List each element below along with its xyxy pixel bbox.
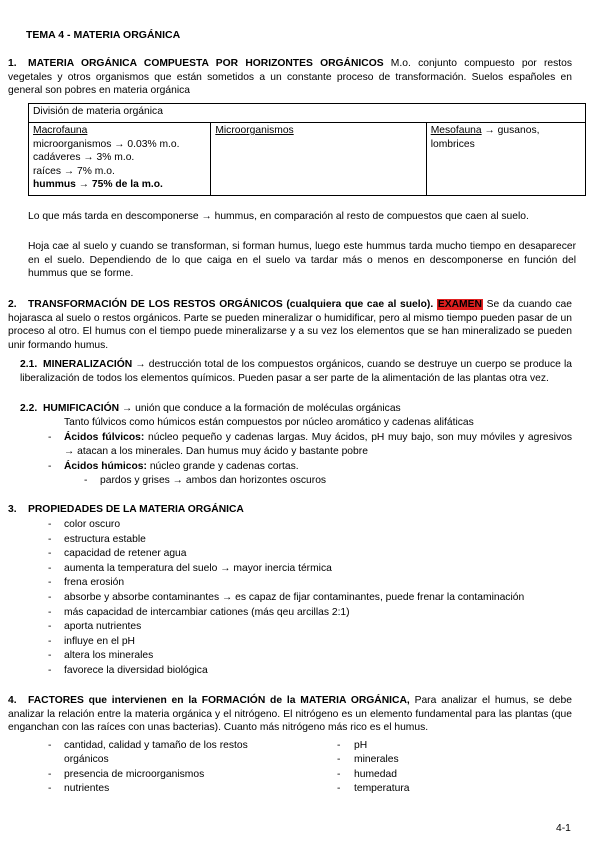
- list-dash: -: [48, 533, 52, 545]
- property-item: influye en el pH: [64, 635, 135, 647]
- section-3-title: [8, 503, 572, 517]
- subsection-2-1: [20, 358, 572, 385]
- mineralization-heading: MINERALIZACIÓN: [43, 359, 133, 370]
- mesofauna-cell: [426, 123, 585, 196]
- list-dash: -: [48, 461, 52, 472]
- subsection-2-2: [20, 402, 572, 416]
- list-dash: -: [48, 769, 52, 780]
- section-3-heading: PROPIEDADES DE LA MATERIA ORGÁNICA: [28, 504, 244, 515]
- list-dash: -: [337, 769, 341, 780]
- property-item: absorbe y absorbe contaminantes → es capaz de fijar contaminantes, puede frenar la contaminación: [64, 592, 525, 603]
- table-header: División de materia orgánica: [29, 104, 586, 123]
- macrofauna-line: cadáveres → 3% m.o.: [33, 152, 135, 164]
- list-dash: -: [48, 665, 52, 676]
- humification-text: → unión que conduce a la formación de moléculas orgánicas: [119, 403, 401, 414]
- list-dash: -: [48, 432, 52, 443]
- factor-item: pH: [354, 740, 368, 751]
- factor-item: temperatura: [354, 783, 410, 794]
- list-dash: -: [48, 562, 52, 574]
- list-dash: -: [48, 592, 52, 603]
- macrofauna-line: microorganismos → 0.03% m.o.: [33, 138, 180, 150]
- mesofauna-text: → gusanos, lombrices: [430, 125, 540, 150]
- factor-item: presencia de microorganismos: [64, 769, 205, 780]
- property-item: favorece la diversidad biológica: [64, 665, 208, 676]
- section-1-heading: MATERIA ORGÁNICA COMPUESTA POR HORIZONTES ORGÁNICOS: [28, 58, 384, 69]
- property-item: aporta nutrientes: [64, 621, 142, 633]
- property-item: capacidad de retener agua: [64, 548, 187, 560]
- list-dash: -: [48, 740, 52, 751]
- section-3-number: 3.: [8, 504, 17, 515]
- humic-acids-subitem: pardos y grises → ambos dan horizontes oscuros: [100, 475, 327, 486]
- section-2-intro: [8, 298, 572, 352]
- factor-item: nutrientes: [64, 783, 110, 794]
- section-4-heading: FACTORES que intervienen en la FORMACIÓN de la MATERIA ORGÁNICA,: [28, 695, 410, 706]
- property-item: más capacidad de intercambiar cationes (más qeu arcillas 2:1): [64, 606, 350, 618]
- list-dash: -: [48, 548, 52, 560]
- list-dash: -: [48, 606, 52, 618]
- section-2-number: 2.: [8, 299, 17, 310]
- fulvic-acids-item: [64, 431, 572, 458]
- macrofauna-line: raíces → 7% m.o.: [33, 165, 115, 177]
- mineralization-text: → destrucción total de los compuestos orgánicos, cuando se destruye un cuerpo se produce la liberalización de todos los elementos químicos. Pueden pasar a ser parte de la alimentación de las plantas otra vez.: [20, 359, 572, 384]
- humification-note: Tanto fúlvicos como húmicos están compuestos por núcleo aromático y cadenas alifáticas: [64, 417, 474, 428]
- microorganisms-cell: [211, 123, 426, 196]
- list-dash: -: [48, 577, 52, 589]
- humic-acids-item: [64, 460, 299, 474]
- section-4-number: 4.: [8, 695, 17, 706]
- mesofauna-title: Mesofauna: [430, 125, 482, 136]
- factor-item: humedad: [354, 769, 397, 780]
- section-1-number: 1.: [8, 58, 17, 69]
- property-item: color oscuro: [64, 519, 121, 530]
- section-2-heading: TRANSFORMACIÓN DE LOS RESTOS ORGÁNICOS (cualquiera que cae al suelo).: [28, 299, 434, 310]
- fulvic-acids-text: núcleo pequeño y cadenas largas. Muy ácidos, pH muy bajo, son muy móviles y agresivos → atacan a los minerales. Dan humus muy ácido y bastante pobre: [64, 432, 572, 457]
- factor-item: cantidad, calidad y tamaño de los restos orgánicos: [64, 740, 248, 765]
- list-dash: -: [48, 519, 52, 530]
- page-number: 4-1: [556, 823, 571, 834]
- humification-heading: HUMIFICACIÓN: [43, 403, 120, 414]
- section-1-text: M.o. conjunto compuesto por restos vegetales y otros organismos que están sometidos a un constante proceso de transformación. Suelos españoles en general son pobres en materia orgánica: [8, 58, 572, 97]
- property-item: aumenta la temperatura del suelo → mayor inercia térmica: [64, 562, 332, 574]
- list-dash: -: [337, 754, 341, 765]
- section-4-text: Para analizar el humus, se debe analizar la relación entre la materia orgánica y el nitrógeno. El nitrógeno es un elemento fundamental para las plantas (que enganchan con las raíces con unas bacterias). Cuanto más nitrógeno más rico es el humus.: [8, 695, 572, 734]
- section-1-intro: [8, 57, 572, 98]
- humic-acids-heading: Ácidos húmicos:: [64, 461, 147, 472]
- subsection-2-2-number: 2.2.: [20, 403, 38, 414]
- subsection-2-1-number: 2.1.: [20, 359, 38, 370]
- humic-acids-text: núcleo grande y cadenas cortas.: [146, 461, 299, 472]
- section-1-paragraph: Hoja cae al suelo y cuando se transforman, si forman humus, luego este hummus tarda mucho tiempo en desaparecer en el suelo. Dependiendo de lo que caiga en el suelo va tardar más o menos en descomponerse en función del hummus que se forme.: [28, 241, 576, 280]
- section-1-note: Lo que más tarda en descomponerse → hummus, en comparación al resto de compuestos que caen al suelo.: [28, 211, 529, 222]
- list-dash: -: [48, 783, 52, 794]
- factor-item: minerales: [354, 754, 399, 765]
- microorganisms-title: Microorganismos: [215, 125, 294, 136]
- list-dash: -: [48, 650, 52, 662]
- list-dash: -: [337, 783, 341, 794]
- list-dash: -: [337, 740, 341, 751]
- exam-badge: EXAMEN: [437, 299, 482, 310]
- list-dash: -: [48, 621, 52, 633]
- list-dash: -: [48, 635, 52, 647]
- macrofauna-hummus: hummus → 75% de la m.o.: [33, 179, 163, 191]
- property-item: altera los minerales: [64, 650, 154, 662]
- fulvic-acids-heading: Ácidos fúlvicos:: [64, 432, 145, 443]
- macrofauna-title: Macrofauna: [33, 125, 88, 136]
- property-item: frena erosión: [64, 577, 125, 589]
- property-item: estructura estable: [64, 533, 146, 545]
- section-4-intro: [8, 694, 572, 735]
- list-dash: -: [84, 475, 88, 486]
- section-2-text: Se da cuando cae hojarasca al suelo o restos orgánicos. Parte se pueden mineralizar o humidificar, pero al mismo tiempo pueden pasar de un proceso al otro. El humus con el tiempo puede mineralizarse y a su vez los elementos que se han mineralizado se pueden unir formando humus.: [8, 299, 572, 351]
- macrofauna-cell: [29, 123, 211, 196]
- document-title: TEMA 4 - MATERIA ORGÁNICA: [26, 29, 181, 41]
- organic-matter-division-table: [28, 103, 586, 196]
